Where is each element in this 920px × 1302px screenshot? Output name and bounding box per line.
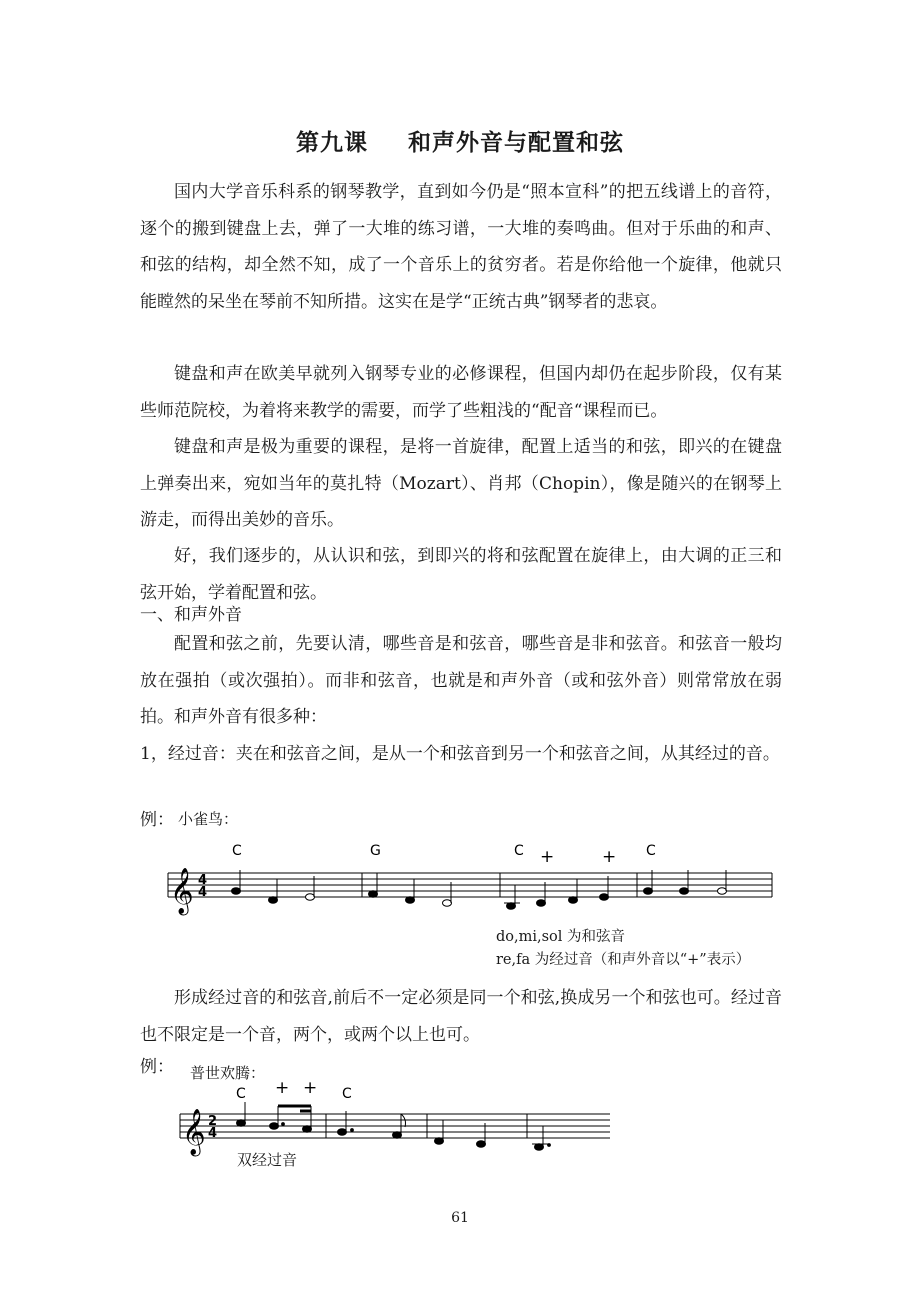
chord-symbol: C: [232, 843, 242, 859]
passing-mark: +: [275, 1078, 290, 1098]
passing-mark: +: [602, 847, 617, 867]
treble-clef-icon: 𝄞: [170, 868, 194, 914]
page-title: [0, 124, 920, 157]
chord-symbol: G: [370, 843, 381, 859]
paragraph-4: 好，我们逐步的，从认识和弦，到即兴的将和弦配置在旋律上，由大调的正三和弦开始，学着配置和弦。: [140, 546, 782, 603]
lesson-number: 第九课: [296, 129, 368, 156]
time-sig-bottom: 4: [198, 885, 208, 900]
example-caption: [496, 926, 750, 972]
passing-mark: +: [303, 1078, 318, 1098]
chord-symbol: C: [514, 843, 524, 859]
paragraph-2: 键盘和声在欧美早就列入钢琴专业的必修课程，但国内却仍在起步阶段，仅有某些师范院校，为着将来教学的需要，而学了些粗浅的“配音“课程而已。: [140, 364, 782, 421]
chord-symbol: C: [646, 843, 656, 859]
paragraph-1: 国内大学音乐科系的钢琴教学，直到如今仍是“照本宣科”的把五线谱上的音符，逐个的搬到键盘上去，弹了一大堆的练习谱，一大堆的奏鸣曲。但对于乐曲的和声、和弦的结构，却全然不知，成了一个音乐上的贫穷者。若是你给他一个旋律，他就只能瞠然的呆坐在琴前不知所措。这实在是学“正统古典”钢琴者的悲哀。: [140, 182, 782, 312]
passing-annotation: 双经过音: [237, 1151, 298, 1169]
music-staff-example-2: [0, 1078, 920, 1168]
treble-clef-icon: 𝄞: [182, 1109, 206, 1155]
time-sig-bottom: 4: [208, 1126, 218, 1141]
chord-symbol: C: [342, 1086, 352, 1102]
list-item-passing-tone: 1，经过音：夹在和弦音之间，是从一个和弦音到另一个和弦音之间，从其经过的音。: [140, 744, 780, 764]
chord-symbol: C: [236, 1086, 246, 1102]
lesson-topic: 和声外音与配置和弦: [408, 129, 624, 156]
song-title: 小雀鸟：: [178, 810, 239, 828]
caption-line-1: do,mi,sol 为和弦音: [496, 929, 626, 945]
example-label: 例：: [140, 1057, 174, 1077]
time-sig-top: 4: [198, 873, 208, 888]
paragraph-after-example: 形成经过音的和弦音,前后不一定必须是同一个和弦,换成另一个和弦也可。经过音也不限定是一个音，两个，或两个以上也可。: [140, 988, 782, 1045]
section-heading: 一、和声外音: [140, 605, 242, 625]
notes: [232, 870, 727, 909]
passing-mark: +: [540, 847, 555, 867]
caption-line-2: re,fa 为经过音（和声外音以“+”表示）: [496, 952, 751, 968]
example-label: 例：: [140, 810, 174, 830]
music-staff-example-1: [0, 838, 920, 928]
paragraph-3: 键盘和声是极为重要的课程，是将一首旋律，配置上适当的和弦，即兴的在键盘上弹奏出来，宛如当年的莫扎特（Mozart）、肖邦（Chopin），像是随兴的在钢琴上游走，而得出美妙的音乐。: [140, 437, 782, 530]
section-intro: 配置和弦之前，先要认清，哪些音是和弦音，哪些音是非和弦音。和弦音一般均放在强拍（或次强拍）。而非和弦音，也就是和声外音（或和弦外音）则常常放在弱拍。和声外音有很多种：: [140, 634, 782, 727]
page-number: 61: [451, 1210, 469, 1226]
song-title: 普世欢腾：: [190, 1064, 266, 1082]
time-sig-top: 2: [208, 1114, 218, 1129]
